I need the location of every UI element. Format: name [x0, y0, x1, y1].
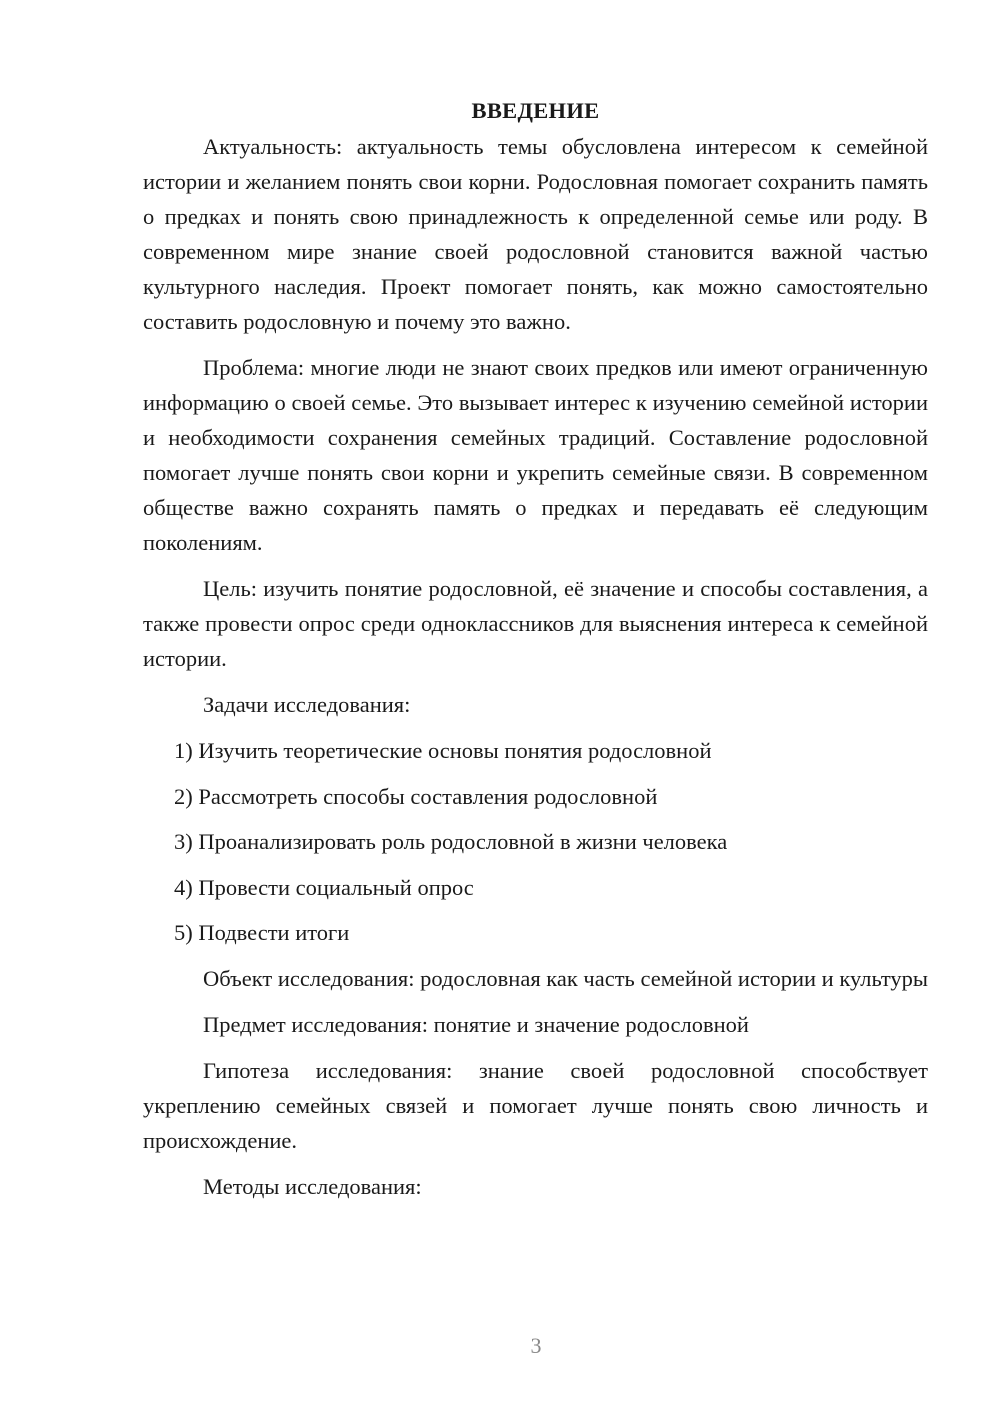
task-item: 3) Проанализировать роль родословной в жизни человека: [174, 829, 728, 854]
tasks-heading: Задачи исследования:: [203, 692, 411, 717]
relevance-paragraph: Актуальность: актуальность темы обусловлена интересом к семейной истории и желанием понять свои корни. Родословная помогает сохранить память о предках и понять свою принадлежность к определенной семье или роду. В современном мире знание своей родословной становится важной частью культурного наследия. Проект помогает понять, как можно самостоятельно составить родословную и почему это важно.: [143, 134, 928, 334]
goal-paragraph: Цель: изучить понятие родословной, её значение и способы составления, а также провести опрос среди одноклассников для выяснения интереса к семейной истории.: [143, 576, 928, 671]
methods-heading: Методы исследования:: [203, 1173, 422, 1199]
task-item: 1) Изучить теоретические основы понятия родословной: [174, 738, 712, 763]
problem-paragraph: Проблема: многие люди не знают своих предков или имеют ограниченную информацию о своей семье. Это вызывает интерес к изучению семейной истории и необходимости сохранения семейных традиций. Составление родословной помогает лучше понять свои корни и укрепить семейные связи. В современном обществе важно сохранять память о предках и передавать её следующим поколениям.: [143, 355, 928, 555]
object-paragraph: Объект исследования: родословная как часть семейной истории и культуры: [203, 965, 929, 991]
subject-paragraph: Предмет исследования: понятие и значение родословной: [203, 1011, 749, 1037]
page-number: 3: [530, 1333, 542, 1358]
section-heading: ВВЕДЕНИЕ: [471, 98, 600, 123]
task-item: 5) Подвести итоги: [174, 920, 350, 945]
document-page: [143, 93, 928, 1215]
hypothesis-paragraph: Гипотеза исследования: знание своей родословной способствует укреплению семейных связей и помогает лучше понять свою личность и происхождение.: [143, 1057, 928, 1153]
task-item: 2) Рассмотреть способы составления родословной: [174, 783, 658, 809]
task-item: 4) Провести социальный опрос: [174, 874, 474, 900]
tasks-list: [143, 733, 928, 950]
